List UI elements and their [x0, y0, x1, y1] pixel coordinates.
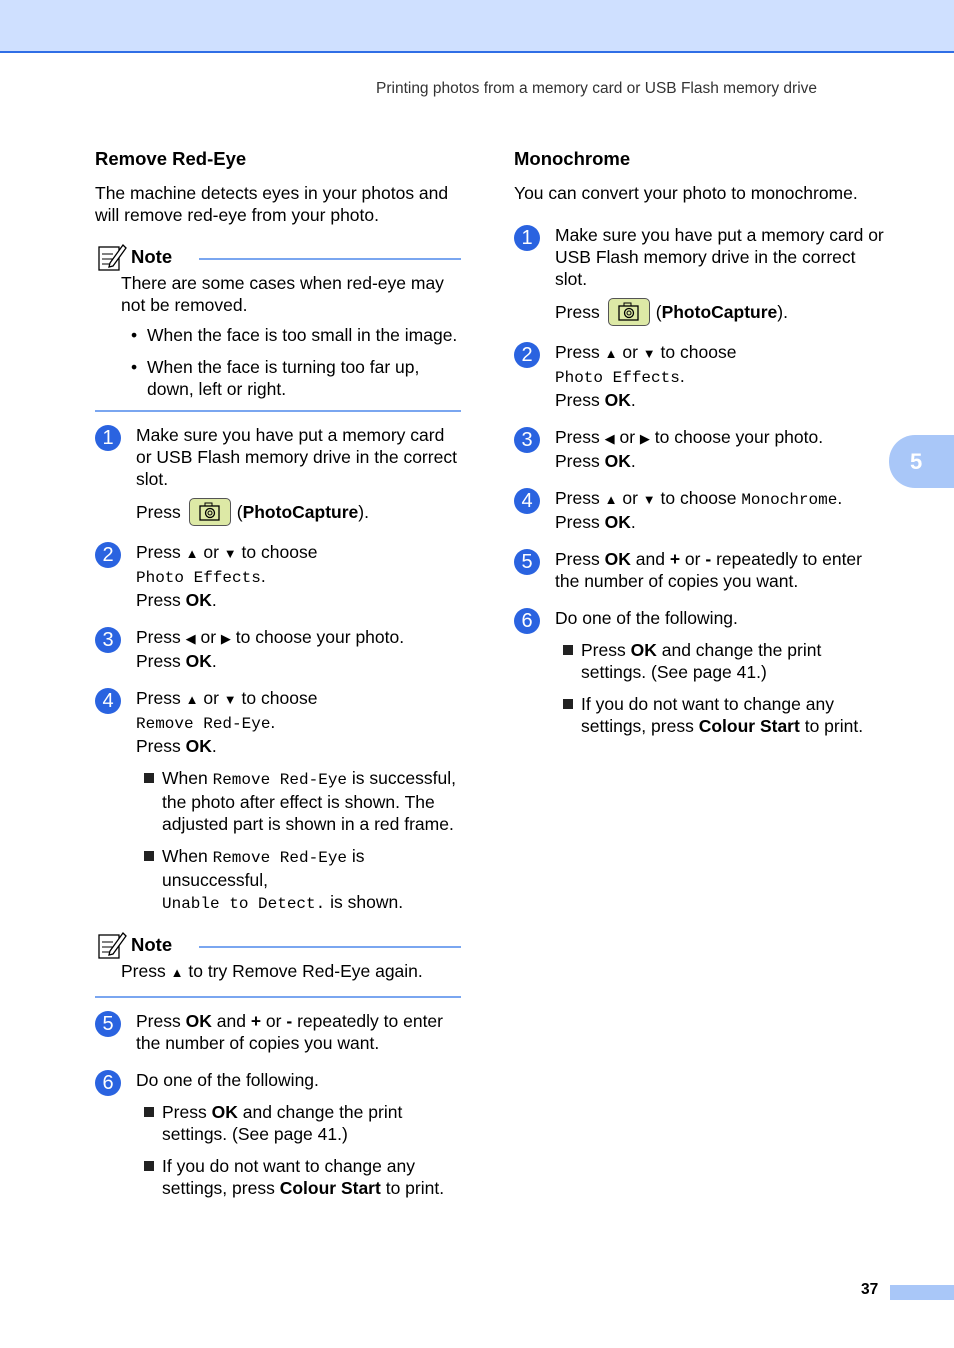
step-text: Press ◀ or ▶ to choose your photo. Press OK.	[555, 427, 824, 471]
close-paren: ).	[358, 502, 369, 522]
menu-option: Photo Effects	[136, 569, 261, 587]
or-label: or	[203, 688, 219, 708]
button-name: PhotoCapture	[661, 302, 778, 322]
note-rule	[199, 258, 461, 260]
step-rest: repeatedly to enter the number of copies you want.	[136, 1011, 443, 1053]
note-text: There are some cases when red-eye may not be removed.	[121, 273, 444, 315]
step-1	[95, 424, 461, 526]
ok-key: OK	[185, 1011, 212, 1031]
ok-key: OK	[185, 590, 212, 610]
note-title: Note	[131, 934, 173, 955]
press-label: Press	[136, 736, 181, 756]
intro-text: You can convert your photo to monochrome.	[514, 183, 858, 203]
or-label: or	[619, 427, 636, 447]
chapter-tab: 5	[889, 435, 954, 488]
step-number: 5	[514, 549, 540, 575]
menu-option: Remove Red-Eye	[212, 849, 348, 867]
camera-icon	[618, 302, 640, 322]
up-arrow-icon: ▲	[604, 346, 618, 361]
minus-key: -	[286, 1011, 293, 1031]
up-arrow-icon: ▲	[604, 492, 618, 507]
step-number: 6	[95, 1070, 121, 1096]
or-label: or	[203, 542, 219, 562]
step-number: 4	[514, 488, 540, 514]
or-label: or	[622, 342, 638, 362]
open-paren: (	[655, 302, 662, 322]
step-6	[95, 1069, 461, 1199]
when-label: When	[162, 768, 208, 788]
ok-key: OK	[185, 736, 212, 756]
intro-text: The machine detects eyes in your photos and will remove red-eye from your photo.	[95, 183, 449, 225]
sub-list	[136, 767, 461, 915]
press-label: Press	[136, 651, 181, 671]
list-item	[136, 1155, 461, 1199]
to-choose-label: to choose	[660, 342, 737, 362]
page-number-bar	[890, 1285, 954, 1300]
ok-key: OK	[604, 390, 631, 410]
item-rest: is unsuccessful,	[162, 846, 365, 890]
step-5	[514, 548, 884, 592]
list-item	[555, 693, 884, 737]
step-number: 6	[514, 608, 540, 634]
note-bullets	[121, 324, 461, 400]
section-heading-remove-red-eye: Remove Red-Eye	[95, 148, 247, 169]
press-label: Press	[555, 427, 600, 447]
press-label: Press	[555, 390, 600, 410]
and-label: and	[635, 549, 665, 569]
step-2	[95, 541, 461, 611]
or-label: or	[684, 549, 701, 569]
item-rest: is shown.	[330, 892, 404, 912]
open-paren: (	[236, 502, 243, 522]
photocapture-button	[608, 298, 650, 326]
down-arrow-icon: ▼	[642, 346, 656, 361]
note-pencil-icon	[97, 930, 127, 960]
press-label: Press	[121, 961, 166, 981]
left-arrow-icon: ◀	[604, 431, 615, 446]
colour-start-key: Colour Start	[279, 1178, 381, 1198]
note-box	[95, 242, 461, 412]
item-rest: to print.	[804, 716, 864, 736]
close-paren: ).	[777, 302, 788, 322]
list-item	[555, 639, 884, 683]
step-text	[136, 1010, 461, 1054]
press-label: Press	[136, 502, 181, 522]
up-arrow-icon: ▲	[170, 965, 184, 980]
plus-key: +	[250, 1011, 262, 1031]
step-text: Press ▲ or ▼ to choose Monochrome. Press OK.	[555, 488, 843, 532]
ok-key: OK	[604, 512, 631, 532]
right-arrow-icon: ▶	[639, 431, 650, 446]
running-head: Printing photos from a memory card or USB Flash memory drive	[376, 80, 818, 97]
step-4	[514, 487, 884, 533]
menu-option: Photo Effects	[555, 369, 680, 387]
note-end-rule	[95, 996, 461, 998]
item-rest: to print.	[385, 1178, 445, 1198]
item-rest: and change the print settings. (See page 41.)	[581, 640, 822, 682]
step-3	[95, 626, 461, 672]
sub-list	[555, 639, 884, 737]
step-text: Press ▲ or ▼ to choose Remove Red-Eye. Press OK.	[136, 688, 318, 756]
step-number: 4	[95, 688, 121, 714]
left-column	[95, 147, 461, 1214]
press-label: Press	[581, 640, 626, 660]
step-rest: repeatedly to enter the number of copies you want.	[555, 549, 862, 591]
press-label: Press	[162, 1102, 207, 1122]
step-text: Do one of the following.	[136, 1070, 319, 1090]
step-rest: to choose your photo.	[235, 627, 405, 647]
press-label: Press	[136, 688, 181, 708]
list-item	[136, 845, 461, 915]
press-label: Press	[555, 302, 600, 322]
and-label: and	[216, 1011, 246, 1031]
up-arrow-icon: ▲	[185, 692, 199, 707]
press-label: Press	[136, 1011, 181, 1031]
step-6	[514, 607, 884, 737]
item-rest: and change the print settings. (See page 41.)	[162, 1102, 403, 1144]
step-number: 2	[514, 342, 540, 368]
step-text: Do one of the following.	[555, 608, 738, 628]
step-3	[514, 426, 884, 472]
ok-key: OK	[185, 651, 212, 671]
press-label: Press	[136, 627, 181, 647]
item-rest: is successful, the photo after effect is shown. The adjusted part is shown in a red frame.	[162, 768, 456, 834]
ok-key: OK	[604, 549, 631, 569]
step-rest: to choose your photo.	[654, 427, 824, 447]
menu-option: Monochrome	[741, 491, 838, 509]
press-label: Press	[136, 542, 181, 562]
menu-option: Remove Red-Eye	[212, 771, 348, 789]
to-choose-label: to choose	[660, 488, 737, 508]
press-label: Press	[555, 488, 600, 508]
step-number: 5	[95, 1011, 121, 1037]
step-2	[514, 341, 884, 411]
photocapture-button	[189, 498, 231, 526]
press-label: Press	[555, 549, 600, 569]
note-pencil-icon	[97, 242, 127, 272]
down-arrow-icon: ▼	[223, 546, 237, 561]
right-arrow-icon: ▶	[220, 631, 231, 646]
minus-key: -	[705, 549, 712, 569]
list-item	[136, 767, 461, 835]
down-arrow-icon: ▼	[223, 692, 237, 707]
step-1	[514, 224, 884, 326]
note-text	[121, 960, 461, 984]
step-text: Make sure you have put a memory card or USB Flash memory drive in the correct slot.	[136, 425, 457, 489]
list-item: • When the face is turning too far up, down, left or right.	[121, 356, 461, 400]
up-arrow-icon: ▲	[185, 546, 199, 561]
item-text: If you do not want to change any settings, press	[581, 694, 834, 736]
step-text: Make sure you have put a memory card or USB Flash memory drive in the correct slot.	[555, 225, 884, 289]
menu-option: Remove Red-Eye	[136, 715, 271, 733]
section-heading-monochrome: Monochrome	[514, 148, 631, 169]
or-label: or	[200, 627, 217, 647]
list-item: • When the face is too small in the image.	[121, 324, 461, 346]
or-label: or	[265, 1011, 282, 1031]
step-number: 1	[514, 225, 540, 251]
when-label: When	[162, 846, 208, 866]
note-box	[95, 930, 461, 998]
plus-key: +	[669, 549, 681, 569]
step-5	[95, 1010, 461, 1054]
item-text: If you do not want to change any settings, press	[162, 1156, 415, 1198]
press-label: Press	[136, 590, 181, 610]
press-label: Press	[555, 451, 600, 471]
note-rest: to try Remove Red-Eye again.	[188, 961, 423, 981]
camera-icon	[199, 502, 221, 522]
step-text: Press ▲ or ▼ to choose Photo Effects. Press OK.	[555, 342, 737, 410]
ok-key: OK	[630, 640, 657, 660]
note-end-rule	[95, 410, 461, 412]
step-text: Press ◀ or ▶ to choose your photo. Press OK.	[136, 627, 405, 671]
note-rule	[199, 946, 461, 948]
list-item	[136, 1101, 461, 1145]
to-choose-label: to choose	[241, 688, 318, 708]
sub-list	[136, 1101, 461, 1199]
note-title: Note	[131, 246, 173, 267]
left-arrow-icon: ◀	[185, 631, 196, 646]
page-number: 37	[861, 1281, 879, 1298]
step-number: 3	[95, 627, 121, 653]
right-column	[514, 147, 884, 752]
button-name: PhotoCapture	[242, 502, 359, 522]
ok-key: OK	[211, 1102, 238, 1122]
to-choose-label: to choose	[241, 542, 318, 562]
step-number: 2	[95, 542, 121, 568]
colour-start-key: Colour Start	[698, 716, 800, 736]
step-number: 3	[514, 427, 540, 453]
press-label: Press	[555, 512, 600, 532]
header-band	[0, 0, 954, 53]
step-4	[95, 687, 461, 915]
or-label: or	[622, 488, 638, 508]
step-text	[555, 548, 884, 592]
down-arrow-icon: ▼	[642, 492, 656, 507]
lcd-message: Unable to Detect.	[162, 895, 326, 913]
step-number: 1	[95, 425, 121, 451]
press-label: Press	[555, 342, 600, 362]
step-text: Press ▲ or ▼ to choose Photo Effects. Press OK.	[136, 542, 318, 610]
ok-key: OK	[604, 451, 631, 471]
